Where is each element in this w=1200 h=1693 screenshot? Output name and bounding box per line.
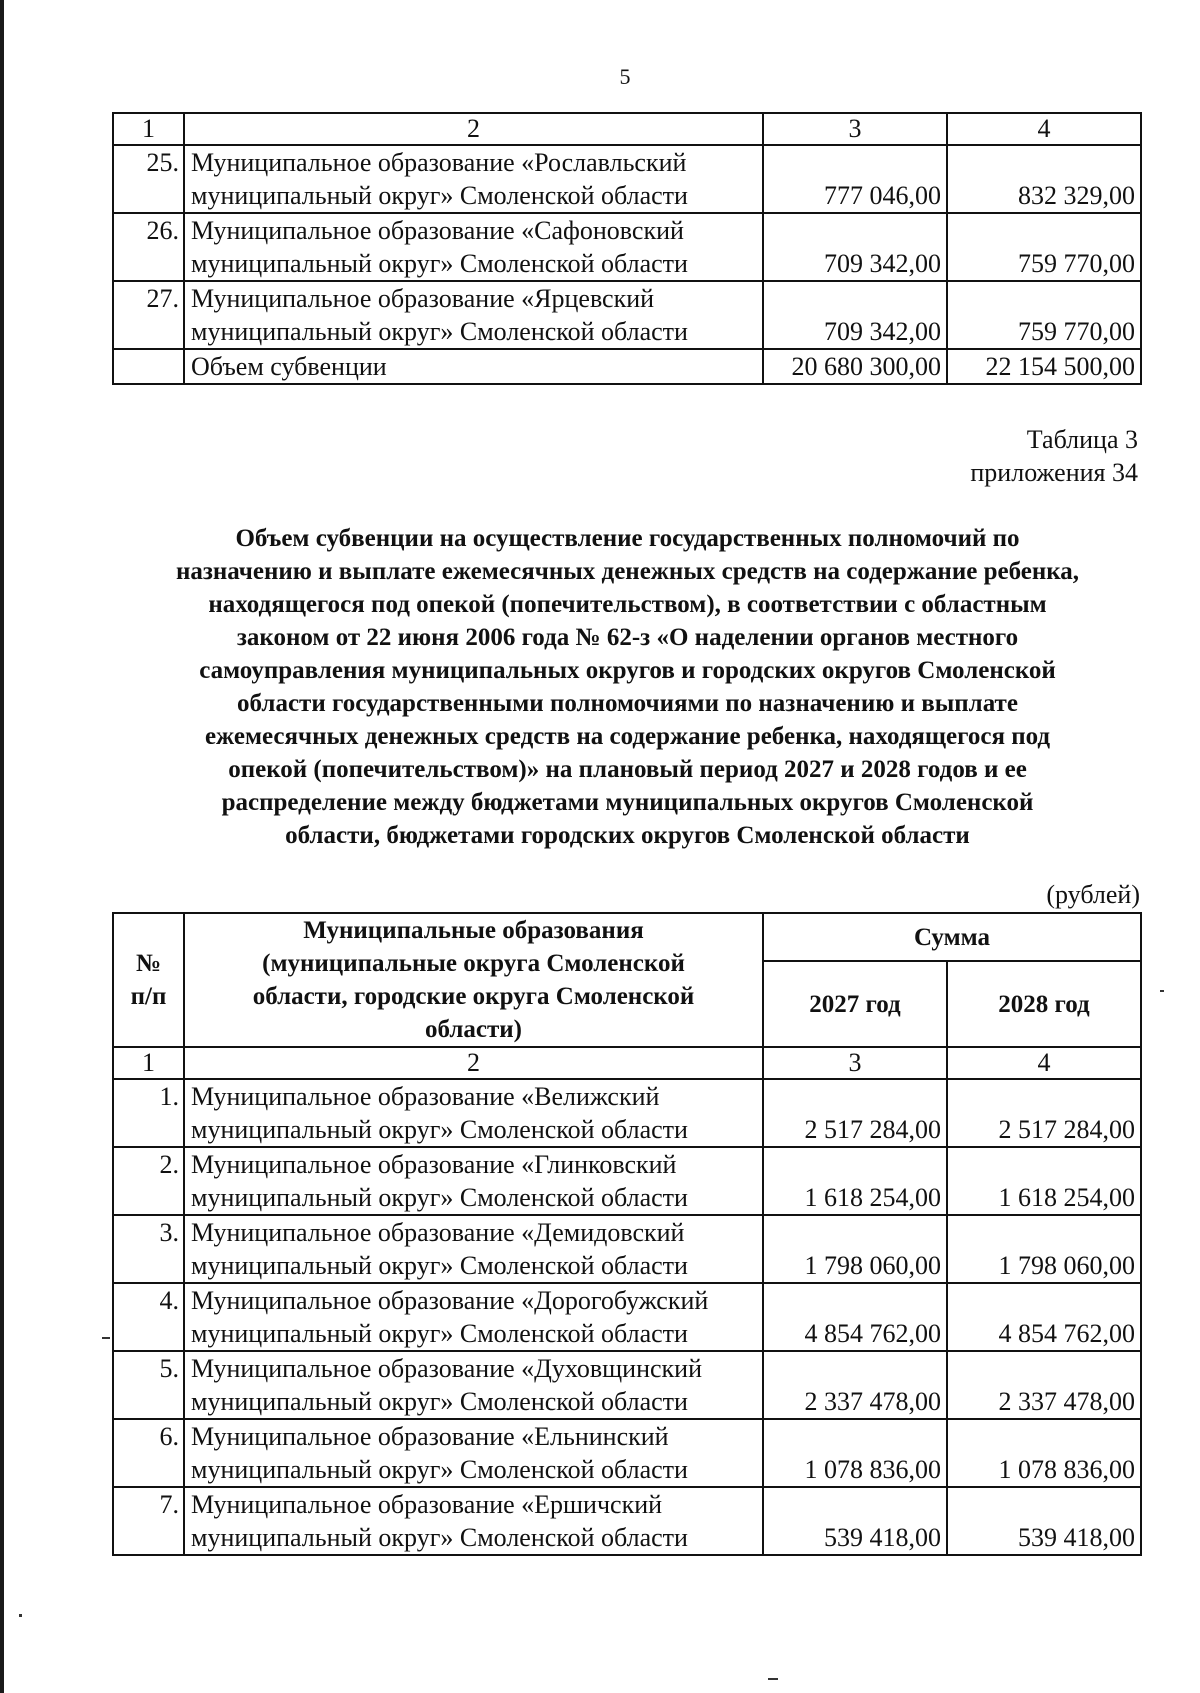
title-line: области, бюджетами городских округов Смоленской области [285, 822, 970, 849]
name-line: Муниципальное образование «Велижский [191, 1082, 660, 1111]
name-line: муниципальный округ» Смоленской области [191, 1319, 688, 1348]
title-line: Объем субвенции на осуществление государственных полномочий по [235, 525, 1020, 552]
row-number: 1. [113, 1079, 184, 1147]
amount-2028: 1 078 836,00 [947, 1419, 1141, 1487]
scan-edge-line [0, 0, 4, 1693]
amount-2028: 539 418,00 [947, 1487, 1141, 1555]
title-line: распределение между бюджетами муниципальных округов Смоленской [221, 789, 1034, 816]
table-row [113, 1147, 1141, 1215]
title-line: ежемесячных денежных средств на содержание ребенка, находящегося под [204, 723, 1051, 750]
name-line: Муниципальное образование «Духовщинский [191, 1354, 703, 1383]
column-index: 1 [113, 1047, 184, 1079]
amount-2027: 777 046,00 [763, 145, 947, 213]
total-label: Объем субвенции [184, 349, 763, 384]
title-line: самоуправления муниципальных округов и городских округов Смоленской [199, 657, 1056, 684]
scan-speck [768, 1678, 778, 1680]
header-municipalities [184, 913, 763, 1047]
title-line: законом от 22 июня 2006 года № 62-з «О наделении органов местного [236, 624, 1019, 651]
column-index-row [113, 113, 1141, 145]
column-index: 3 [763, 1047, 947, 1079]
scan-speck [1160, 990, 1164, 992]
subvention-table [112, 912, 1142, 1556]
header-row [113, 913, 1141, 961]
municipality-name [184, 1283, 763, 1351]
table-row [113, 1283, 1141, 1351]
table-row [113, 1487, 1141, 1555]
amount-2027: 1 618 254,00 [763, 1147, 947, 1215]
name-line: муниципальный округ» Смоленской области [191, 1387, 688, 1416]
row-number: 5. [113, 1351, 184, 1419]
table-row [113, 145, 1141, 213]
row-number: 6. [113, 1419, 184, 1487]
row-number: 2. [113, 1147, 184, 1215]
header-year-2028: 2028 год [947, 961, 1141, 1047]
amount-2028: 1 618 254,00 [947, 1147, 1141, 1215]
name-line: муниципальный округ» Смоленской области [191, 1251, 688, 1280]
amount-2027: 1 798 060,00 [763, 1215, 947, 1283]
amount-2028: 759 770,00 [947, 281, 1141, 349]
row-number: 25. [113, 145, 184, 213]
table-row [113, 281, 1141, 349]
amount-2027: 709 342,00 [763, 281, 947, 349]
municipality-name [184, 1215, 763, 1283]
amount-2028: 2 337 478,00 [947, 1351, 1141, 1419]
document-title [110, 522, 1145, 852]
scan-speck [102, 1337, 110, 1339]
amount-2028: 1 798 060,00 [947, 1215, 1141, 1283]
amount-2027: 4 854 762,00 [763, 1283, 947, 1351]
column-index: 4 [947, 113, 1141, 145]
amount-2028: 4 854 762,00 [947, 1283, 1141, 1351]
header-name-line: (муниципальные округа Смоленской [262, 950, 685, 977]
table-row [113, 1079, 1141, 1147]
name-line: Муниципальное образование «Сафоновский [191, 216, 684, 245]
amount-2027: 709 342,00 [763, 213, 947, 281]
title-line: находящегося под опекой (попечительством), в соответствии с областным [208, 591, 1047, 618]
header-number-line: п/п [130, 983, 167, 1010]
column-index: 2 [184, 113, 763, 145]
name-line: Муниципальное образование «Ярцевский [191, 284, 655, 313]
name-line: муниципальный округ» Смоленской области [191, 1183, 688, 1212]
total-2028: 22 154 500,00 [947, 349, 1141, 384]
table-caption [970, 423, 1138, 489]
name-line: Муниципальное образование «Рославльский [191, 148, 687, 177]
amount-2027: 2 517 284,00 [763, 1079, 947, 1147]
municipality-name [184, 145, 763, 213]
name-line: муниципальный округ» Смоленской области [191, 1115, 688, 1144]
title-line: опекой (попечительством)» на плановый период 2027 и 2028 годов и ее [228, 756, 1027, 783]
header-sum: Сумма [763, 913, 1141, 961]
amount-2027: 2 337 478,00 [763, 1351, 947, 1419]
table-row [113, 1215, 1141, 1283]
scan-speck [19, 1614, 22, 1617]
table-row [113, 1419, 1141, 1487]
amount-2028: 2 517 284,00 [947, 1079, 1141, 1147]
name-line: муниципальный округ» Смоленской области [191, 317, 688, 346]
header-name-line: Муниципальные образования [303, 917, 644, 944]
total-2027: 20 680 300,00 [763, 349, 947, 384]
municipality-name [184, 1079, 763, 1147]
header-number-line: № [135, 950, 162, 977]
column-index-row [113, 1047, 1141, 1079]
column-index: 2 [184, 1047, 763, 1079]
municipality-name [184, 1147, 763, 1215]
title-line: назначению и выплате ежемесячных денежных средств на содержание ребенка, [175, 558, 1080, 585]
column-index: 1 [113, 113, 184, 145]
column-index: 4 [947, 1047, 1141, 1079]
name-line: Муниципальное образование «Дорогобужский [191, 1286, 709, 1315]
header-number [113, 913, 184, 1047]
row-number: 7. [113, 1487, 184, 1555]
table-row [113, 1351, 1141, 1419]
continuation-table [112, 112, 1142, 385]
amount-2028: 759 770,00 [947, 213, 1141, 281]
units-label: (рублей) [1046, 880, 1140, 909]
name-line: муниципальный округ» Смоленской области [191, 249, 688, 278]
row-number: 4. [113, 1283, 184, 1351]
row-number: 3. [113, 1215, 184, 1283]
municipality-name [184, 281, 763, 349]
header-name-line: области) [424, 1016, 522, 1043]
municipality-name [184, 1351, 763, 1419]
row-number: 27. [113, 281, 184, 349]
amount-2028: 832 329,00 [947, 145, 1141, 213]
name-line: муниципальный округ» Смоленской области [191, 1455, 688, 1484]
total-row [113, 349, 1141, 384]
municipality-name [184, 1487, 763, 1555]
name-line: муниципальный округ» Смоленской области [191, 181, 688, 210]
name-line: Муниципальное образование «Ершичский [191, 1490, 663, 1519]
name-line: муниципальный округ» Смоленской области [191, 1523, 688, 1552]
municipality-name [184, 1419, 763, 1487]
header-year-2027: 2027 год [763, 961, 947, 1047]
title-line: области государственными полномочиями по назначению и выплате [237, 690, 1018, 717]
total-number-cell [113, 349, 184, 384]
table-row [113, 213, 1141, 281]
name-line: Муниципальное образование «Глинковский [191, 1150, 677, 1179]
name-line: Муниципальное образование «Ельнинский [191, 1422, 669, 1451]
municipality-name [184, 213, 763, 281]
amount-2027: 1 078 836,00 [763, 1419, 947, 1487]
header-name-line: области, городские округа Смоленской [252, 983, 695, 1010]
amount-2027: 539 418,00 [763, 1487, 947, 1555]
name-line: Муниципальное образование «Демидовский [191, 1218, 685, 1247]
row-number: 26. [113, 213, 184, 281]
caption-appendix: приложения 34 [970, 458, 1138, 487]
page-number: 5 [619, 64, 631, 89]
column-index: 3 [763, 113, 947, 145]
caption-table-number: Таблица 3 [1026, 425, 1138, 454]
